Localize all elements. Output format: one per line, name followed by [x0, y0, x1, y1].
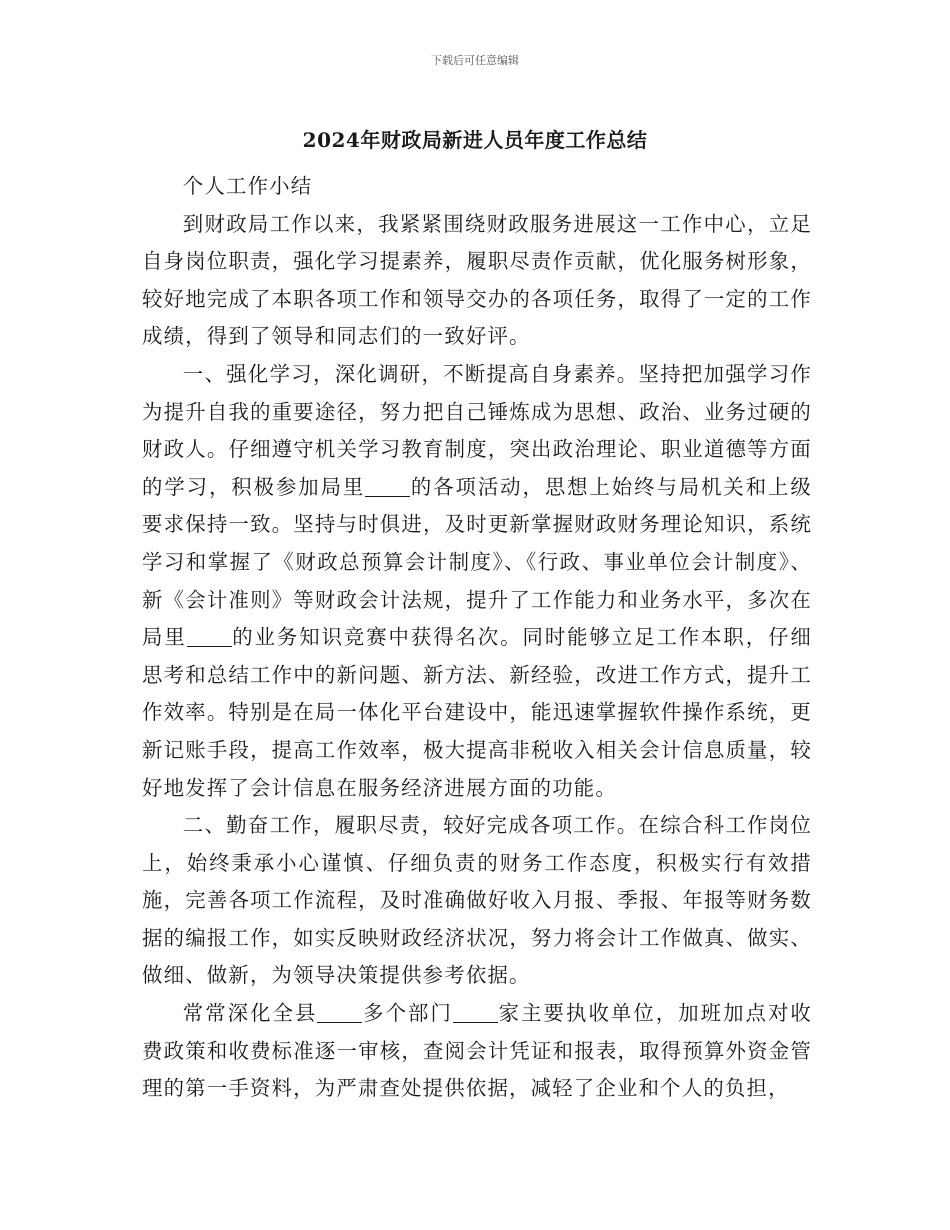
fill-blank	[365, 475, 410, 496]
section-3-paragraph	[142, 995, 812, 1108]
section-3-text-c: 家主要执收单位，加班加点对收费政策和收费标准逐一审核，查阅会计凭证和报表，取得预算外资金管理的第一手资料，为严肃查处提供依据，减轻了企业和个人的负担，	[142, 1001, 812, 1101]
fill-blank	[317, 1002, 362, 1023]
section-2-paragraph: 二、勤奋工作，履职尽责，较好完成各项工作。在综合科工作岗位上，始终秉承小心谨慎、仔细负责的财务工作态度，积极实行有效措施，完善各项工作流程，及时准确做好收入月报、季报、年报等财务数据的编报工作，如实反映财政经济状况，努力将会计工作做真、做实、做细、做新，为领导决策提供参考依据。	[142, 813, 812, 988]
section-1-text-c: 的业务知识竞赛中获得名次。同时能够立足工作本职，仔细思考和总结工作中的新问题、新方法、新经验，改进工作方式，提升工作效率。特别是在局一体化平台建设中，能迅速掌握软件操作系统，更新记账手段，提高工作效率，极大提高非税收入相关会计信息质量，较好地发挥了会计信息在服务经济进展方面的功能。	[142, 625, 812, 800]
document-body	[142, 168, 812, 1108]
fill-blank	[187, 626, 232, 647]
section-3-text-a: 常常深化全县	[182, 1001, 318, 1026]
section-3-text-b: 多个部门	[362, 1001, 453, 1026]
subheading: 个人工作小结	[182, 174, 313, 198]
intro-paragraph: 到财政局工作以来，我紧紧围绕财政服务进展这一工作中心，立足自身岗位职责，强化学习提素养，履职尽责作贡献，优化服务树形象，较好地完成了本职各项工作和领导交办的各项任务，取得了一定的工作成绩，得到了领导和同志们的一致好评。	[142, 211, 812, 349]
fill-blank	[453, 1002, 498, 1023]
header-note: 下载后可任意编辑	[431, 54, 519, 67]
section-1-text-a: 一、强化学习，深化调研，不断提高自身素养。坚持把加强学习作为提升自我的重要途径，努力把自己锤炼成为思想、政治、业务过硬的财政人。仔细遵守机关学习教育制度，突出政治理论、职业道德等方面的学习，积极参加局里	[142, 361, 812, 499]
section-1-text-b: 的各项活动，思想上始终与局机关和上级要求保持一致。坚持与时俱进，及时更新掌握财政财务理论知识，系统学习和掌握了《财政总预算会计制度》、《行政、事业单位会计制度》、新《会计准则》等财政会计法规，提升了工作能力和业务水平，多次在局里	[142, 474, 812, 650]
document-title: 2024年财政局新进人员年度工作总结	[302, 128, 648, 152]
section-1-paragraph	[142, 356, 812, 807]
